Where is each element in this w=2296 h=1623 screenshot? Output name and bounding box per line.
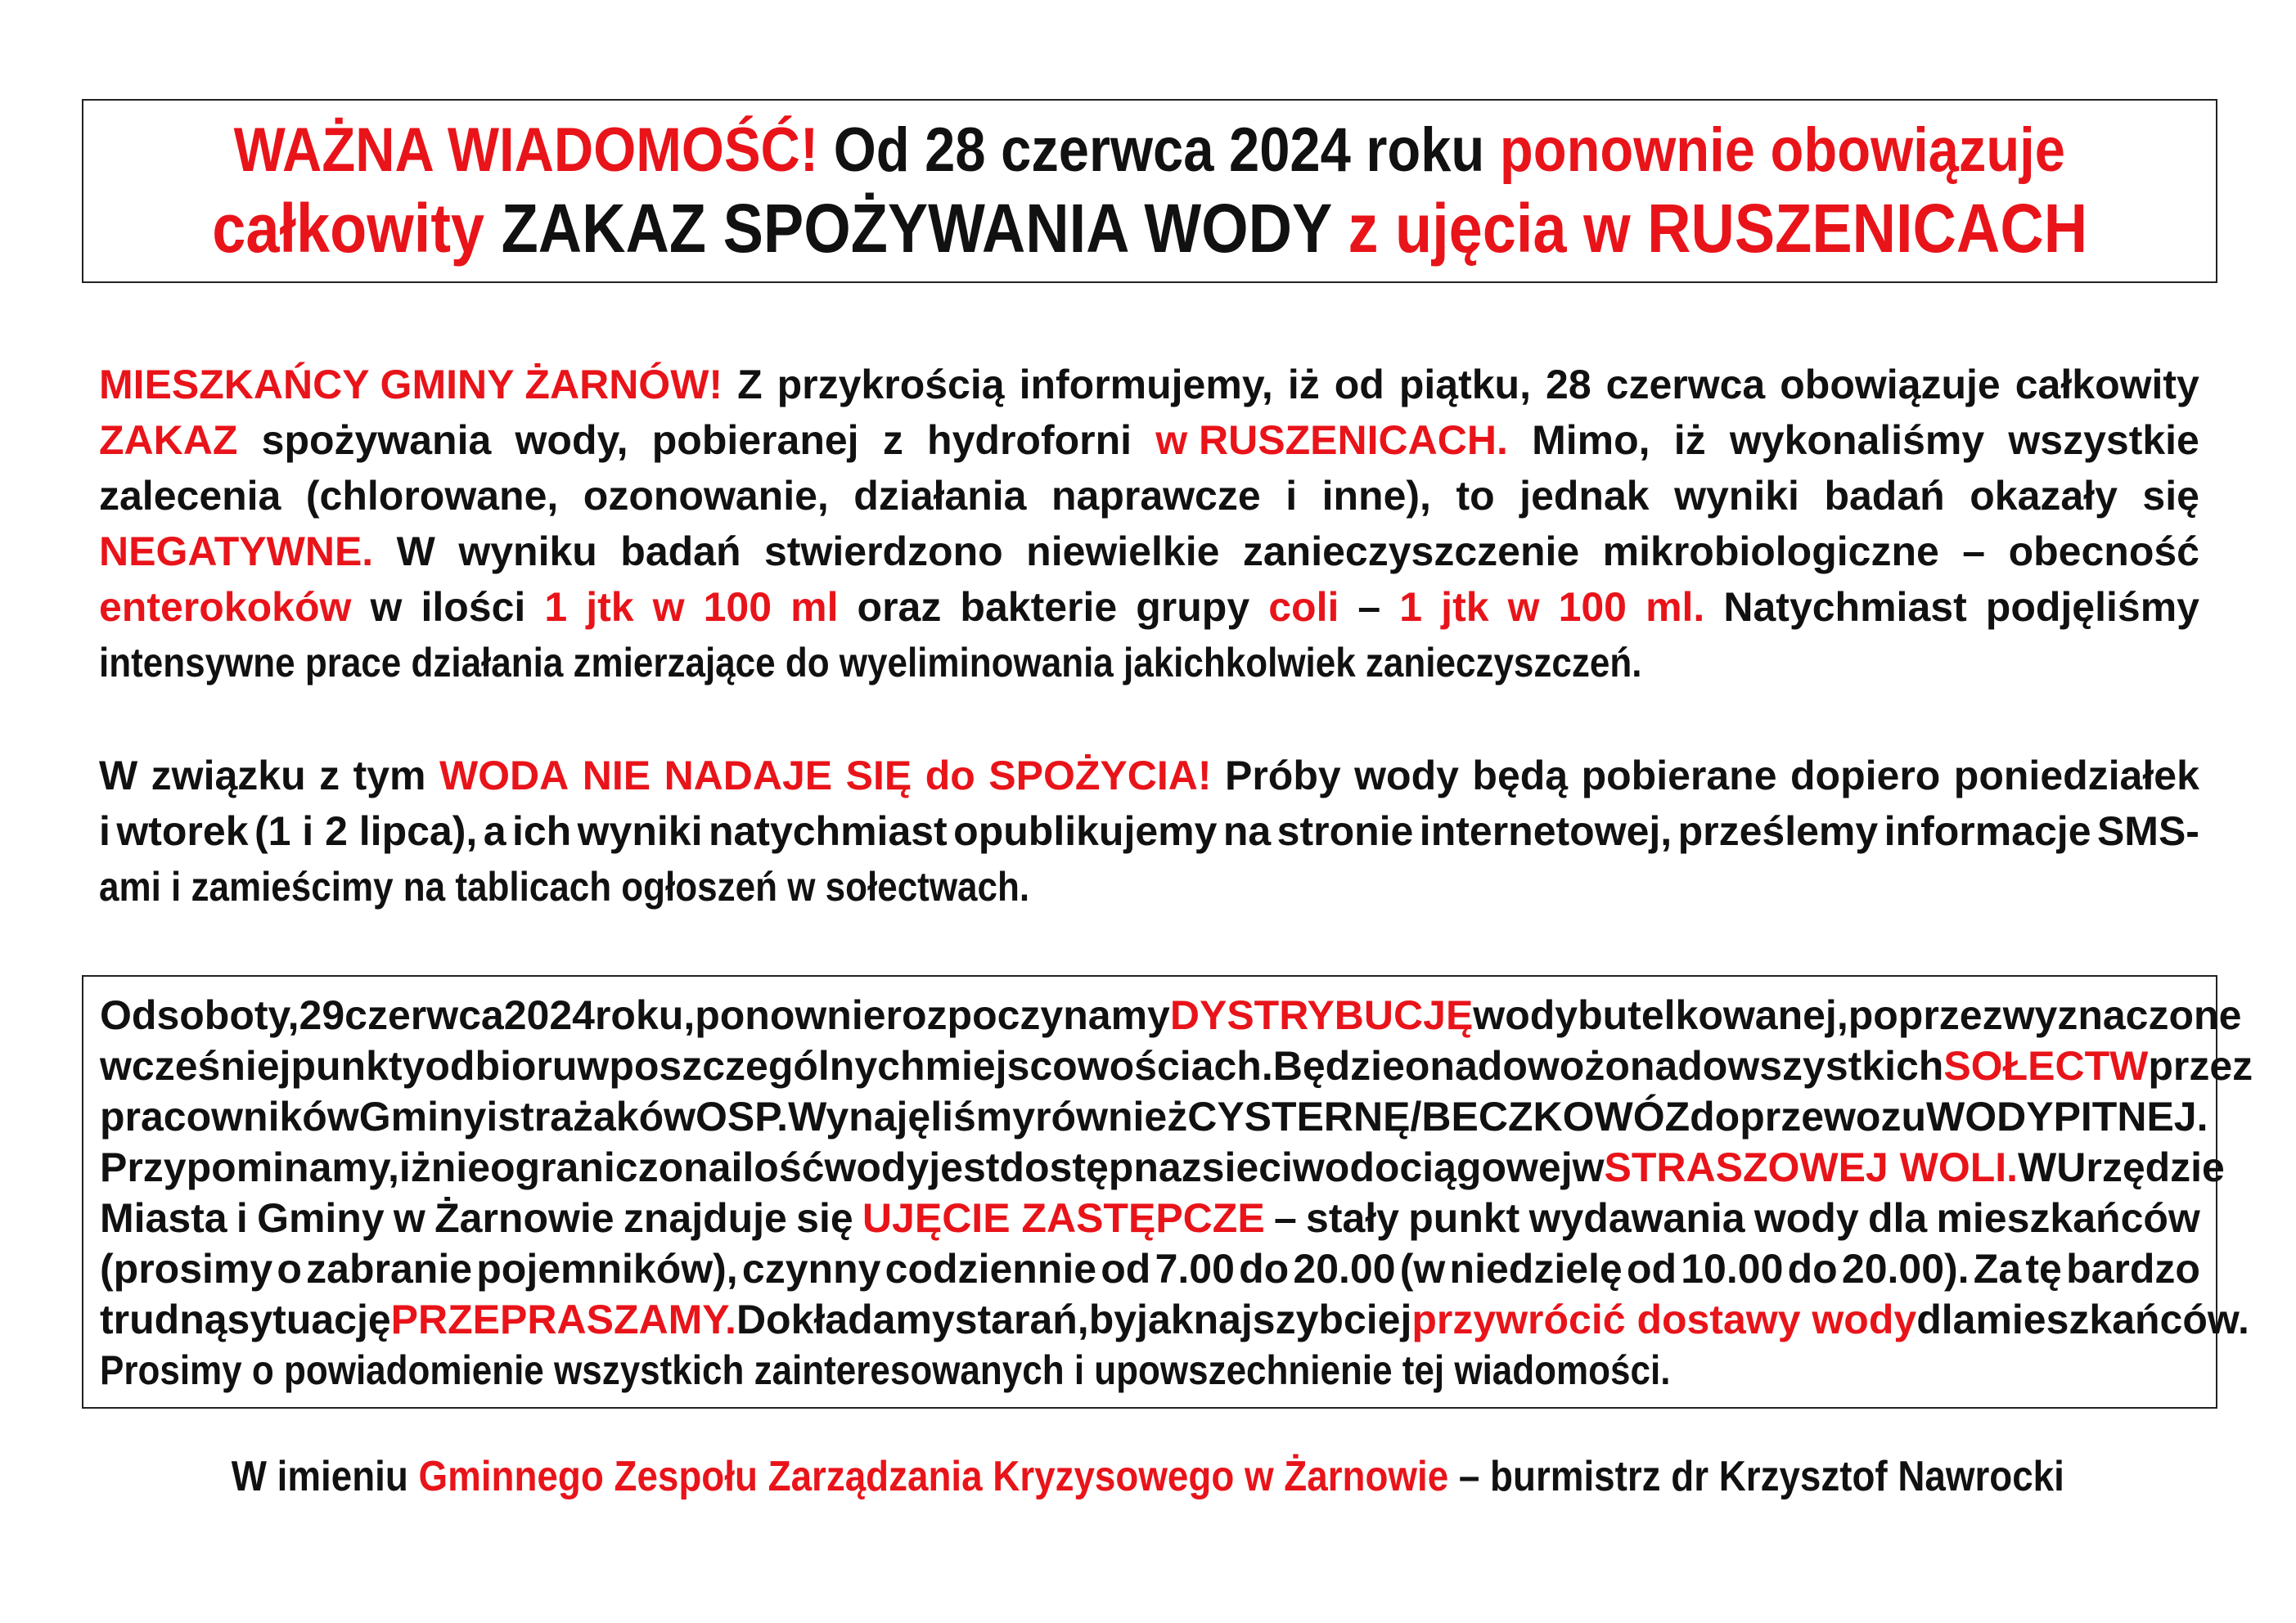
word: W [2018, 1144, 2057, 1190]
word: się [2142, 473, 2199, 519]
box-line [100, 1193, 2200, 1243]
word: w [393, 1195, 425, 1241]
word: pobieranej [651, 417, 859, 463]
word: roku, [594, 992, 696, 1038]
word: podjęliśmy [1985, 584, 2199, 630]
word: przewozu [1740, 1094, 1927, 1140]
word: informujemy, [1019, 362, 1273, 407]
paragraph-line [99, 803, 2199, 859]
signature-organization: Gminnego Zespołu Zarządzania Kryzysowego w Żarnowie [418, 1453, 1449, 1500]
distribution-callout: DYSTRYBUCJĘ [1169, 992, 1474, 1038]
word: działania [853, 473, 1027, 519]
word: wtorek [116, 808, 249, 854]
word: 28 [1546, 362, 1591, 407]
word: Próby [1224, 753, 1341, 798]
word: wody [1754, 1195, 1859, 1241]
word: i [236, 1195, 248, 1241]
word: wydawania [1528, 1195, 1745, 1241]
word: Miasta [100, 1195, 227, 1241]
paragraph-line [99, 524, 2199, 579]
straszowa-wola-callout: STRASZOWEJ WOLI. [1604, 1144, 2019, 1190]
word: piątku, [1398, 362, 1531, 407]
headline-total-text: całkowity [212, 189, 502, 267]
word: iż [1673, 417, 1706, 463]
word: i [486, 1094, 498, 1140]
word: Z [737, 362, 763, 407]
word: 20.00 [1293, 1246, 1396, 1292]
word: starań, [954, 1297, 1089, 1342]
word: do [1239, 1246, 1290, 1292]
paragraph-last-text: intensywne prace działania zmierzające do wyeliminowania jakichkolwiek zanieczyszczeń. [99, 640, 1642, 686]
word: W [396, 528, 435, 574]
word: natychmiast [708, 808, 948, 854]
word: zabranie [306, 1246, 473, 1292]
word: bakterie [960, 584, 1118, 630]
word: Będzie [1272, 1043, 1405, 1089]
word: i [99, 808, 110, 854]
word: dostępna [999, 1144, 1182, 1190]
box-line [100, 990, 2242, 1041]
headline-source-text: z ujęcia w RUSZENICACH [1348, 189, 2087, 267]
count-value: 1 [1399, 584, 1423, 630]
word: dla [1867, 1195, 1928, 1241]
paragraph-last-line [99, 635, 2199, 690]
word: PITNEJ. [2053, 1094, 2208, 1140]
word: Przypominamy, [100, 1144, 399, 1190]
word: Dokładamy [736, 1297, 955, 1342]
signature-text [232, 1448, 2064, 1505]
paragraph-line [99, 357, 2199, 412]
word: (w [1399, 1246, 1446, 1292]
word: wody, [515, 417, 628, 463]
word: ponownie [695, 992, 886, 1038]
word: zanieczyszczenie [1242, 528, 1580, 574]
word: – [1962, 528, 1986, 574]
word: tę [2025, 1246, 2062, 1292]
headline-important-label: WAŻNA WIADOMOŚĆ! [233, 115, 819, 185]
coli-callout: coli [1268, 584, 1339, 630]
word: bardzo [2066, 1246, 2200, 1292]
paragraph-last-line [99, 859, 2199, 915]
word: ona [1404, 1043, 1478, 1089]
word: z [1181, 1144, 1202, 1190]
word: znajduje [623, 1195, 787, 1241]
word: butelkowanej, [1578, 992, 1848, 1038]
word: (chlorowane, [305, 473, 559, 519]
word: to [1456, 473, 1495, 519]
word: mikrobiologiczne [1602, 528, 1939, 574]
word: wodociągowej [1292, 1144, 1573, 1190]
word: 7.00 [1155, 1246, 1235, 1292]
word: stronie [1276, 808, 1414, 854]
word: wyniku [458, 528, 597, 574]
paragraph-line [99, 468, 2199, 524]
negative-callout: NEGATYWNE. [99, 528, 374, 574]
word: ilości [421, 584, 526, 630]
word: czynny [741, 1246, 881, 1292]
residents-callout: MIESZKAŃCY GMINY ŻARNÓW! [99, 362, 723, 407]
distribution-text [100, 990, 2253, 1396]
word: W [99, 753, 138, 798]
box-line [100, 1041, 2253, 1091]
warning-word: SPOŻYCIA! [988, 753, 1212, 798]
word: Żarnowie [434, 1195, 615, 1241]
word: zalecenia [99, 473, 281, 519]
word: dopiero [1790, 753, 1941, 798]
word: trudną [100, 1297, 227, 1342]
word: również [1035, 1094, 1188, 1140]
word: jak [1137, 1297, 1194, 1342]
word: o [277, 1246, 302, 1292]
box-line [100, 1142, 2225, 1193]
word: wyniki [1674, 473, 1799, 519]
word: odbioru [425, 1043, 578, 1089]
dash: – [1273, 1195, 1297, 1241]
headline-again-text: ponownie obowiązuje [1500, 115, 2066, 185]
word: najszybciej [1193, 1297, 1412, 1342]
word: jednak [1519, 473, 1650, 519]
word: hydroforni [927, 417, 1132, 463]
word: w [652, 584, 685, 630]
headline-date-text: Od 28 czerwca 2024 roku [818, 115, 1501, 185]
word: w [1572, 1144, 1605, 1190]
villages-callout: SOŁECTW [1943, 1043, 2149, 1089]
word: z [882, 417, 903, 463]
word: wody [824, 1144, 930, 1190]
word: mieszkańców. [1975, 1297, 2249, 1342]
word: ozonowanie, [583, 473, 829, 519]
word: i [1285, 473, 1298, 519]
word: by [1088, 1297, 1137, 1342]
word: opublikujemy [953, 808, 1218, 854]
word: pobierane [1581, 753, 1777, 798]
word: do [1690, 1094, 1740, 1140]
word: 10.00 [1681, 1246, 1784, 1292]
word: soboty, [156, 992, 299, 1038]
warning-word: NIE [582, 753, 651, 798]
word: poszczególnych [609, 1043, 925, 1089]
word: niedzielę [1449, 1246, 1623, 1292]
apology-callout: PRZEPRASZAMY. [390, 1297, 736, 1342]
word: w [577, 1043, 610, 1089]
word: będą [1472, 753, 1569, 798]
word: okazały [1970, 473, 2118, 519]
word: dowożona [1477, 1043, 1678, 1089]
signature-line [0, 1448, 2296, 1505]
count-value: 1 [544, 584, 568, 630]
word: czerwca [1605, 362, 1766, 407]
word: przykrością [777, 362, 1005, 407]
word: nieograniczona [430, 1144, 732, 1190]
headline-ban-text: ZAKAZ SPOŻYWANIA WODY [501, 189, 1348, 267]
warning-word: SIĘ [845, 753, 912, 798]
word: punkty [290, 1043, 425, 1089]
paragraph-line [99, 579, 2199, 635]
word: do [1787, 1246, 1838, 1292]
word: CYSTERNĘ [1187, 1094, 1411, 1140]
paragraph-line [99, 412, 2199, 468]
word: miejscowościach. [925, 1043, 1273, 1089]
word: Od [100, 992, 157, 1038]
location-callout: w RUSZENICACH. [1155, 417, 1508, 463]
word: od [1101, 1246, 1151, 1292]
word: strażaków [497, 1094, 696, 1140]
volume-value: 100 [703, 584, 772, 630]
word: wody [1473, 992, 1578, 1038]
word: a [483, 808, 506, 854]
word: iż [1287, 362, 1320, 407]
paragraph-not-drinkable [99, 748, 2199, 915]
box-last-line [100, 1345, 2200, 1396]
signature-prefix: W imieniu [231, 1453, 419, 1500]
word: (1 i 2 lipca), [254, 808, 478, 854]
count-unit: jtk [1441, 584, 1489, 630]
distribution-box [82, 975, 2253, 1409]
word: obecność [2008, 528, 2199, 574]
word: od [1626, 1246, 1677, 1292]
headline-line-2 [212, 187, 2087, 270]
box-line [100, 1294, 2249, 1345]
paragraph-line [99, 748, 2199, 803]
word: stały [1306, 1195, 1399, 1241]
dash: – [1357, 584, 1381, 630]
word: wykonaliśmy [1729, 417, 1985, 463]
word: pojemników), [476, 1246, 738, 1292]
word: internetowej, [1419, 808, 1672, 854]
word: / [1410, 1094, 1422, 1140]
word: w [370, 584, 403, 630]
word: wody [1354, 753, 1459, 798]
substitute-intake-callout: UJĘCIE ZASTĘPCZE [862, 1195, 1265, 1241]
word: codziennie [885, 1246, 1097, 1292]
word: Gminy [358, 1094, 487, 1140]
word: poprzez [1848, 992, 2003, 1038]
word: naprawcze [1051, 473, 1261, 519]
word: niewielkie [1026, 528, 1220, 574]
word: wszystkich [1727, 1043, 1944, 1089]
word: przez [2148, 1043, 2253, 1089]
word: BECZKOWÓZ [1421, 1094, 1690, 1140]
restore-supply-callout: przywrócić dostawy wody [1411, 1297, 1917, 1342]
word: się [796, 1195, 853, 1241]
word: iż [398, 1144, 431, 1190]
word: Za [1973, 1246, 2022, 1292]
headline-box [82, 99, 2217, 283]
word: sytuację [227, 1297, 391, 1342]
box-last-text: Prosimy o powiadomienie wszystkich zainteresowanych i upowszechnienie tej wiadomości. [100, 1347, 1671, 1393]
word: 20.00). [1841, 1246, 1970, 1292]
word: ilość [731, 1144, 825, 1190]
signature-author: – burmistrz dr Krzysztof Nawrocki [1448, 1453, 2065, 1500]
word: wszystkie [2008, 417, 2199, 463]
headline-line-1 [234, 113, 2065, 187]
word: tym [353, 753, 426, 798]
word: inne), [1321, 473, 1431, 519]
word: Gminy [257, 1195, 385, 1241]
word: dla [1916, 1297, 1976, 1342]
word: (prosimy [100, 1246, 273, 1292]
word: oraz [857, 584, 942, 630]
word: wyniki [577, 808, 703, 854]
word: obowiązuje [1780, 362, 2001, 407]
word: Mimo, [1532, 417, 1650, 463]
word: całkowity [2015, 362, 2199, 407]
word: WODY [1926, 1094, 2054, 1140]
word: poniedziałek [1953, 753, 2199, 798]
word: z [319, 753, 340, 798]
word: do [1677, 1043, 1728, 1089]
word: od [1334, 362, 1384, 407]
word: w [1507, 584, 1540, 630]
word: Wynajęliśmy [788, 1094, 1036, 1140]
volume-value: 100 [1558, 584, 1627, 630]
volume-unit: ml. [1645, 584, 1705, 630]
word: OSP. [696, 1094, 789, 1140]
paragraph-last-text: ami i zamieścimy na tablicach ogłoszeń w sołectwach. [99, 864, 1030, 910]
enterococci-callout: enterokoków [99, 584, 352, 630]
word: mieszkańców [1936, 1195, 2200, 1241]
word: stwierdzono [764, 528, 1003, 574]
word: wyznaczone [2002, 992, 2242, 1038]
word: badań [1824, 473, 1945, 519]
word: 29 [299, 992, 345, 1038]
word: grupy [1136, 584, 1250, 630]
word: SMS- [2096, 808, 2199, 854]
word: informacje [1884, 808, 2091, 854]
box-line [100, 1091, 2208, 1142]
word: sieci [1201, 1144, 1293, 1190]
word: wcześniej [100, 1043, 291, 1089]
volume-unit: ml [790, 584, 839, 630]
word: 2024 [503, 992, 595, 1038]
word: na [1222, 808, 1272, 854]
box-line [100, 1243, 2200, 1294]
ban-callout: ZAKAZ [99, 417, 238, 463]
word: prześlemy [1677, 808, 1879, 854]
word: związku [151, 753, 306, 798]
word: rozpoczynamy [885, 992, 1170, 1038]
word: jest [929, 1144, 1000, 1190]
paragraph-residents [99, 357, 2199, 690]
word: Urzędzie [2056, 1144, 2225, 1190]
word: czerwca [344, 992, 504, 1038]
word: badań [620, 528, 741, 574]
warning-word: do [925, 753, 975, 798]
warning-word: NADAJE [664, 753, 833, 798]
word: punkt [1408, 1195, 1520, 1241]
word: Natychmiast [1723, 584, 1967, 630]
word: pracowników [100, 1094, 359, 1140]
count-unit: jtk [586, 584, 634, 630]
warning-word: WODA [439, 753, 569, 798]
word: spożywania [261, 417, 492, 463]
word: ich [511, 808, 572, 854]
